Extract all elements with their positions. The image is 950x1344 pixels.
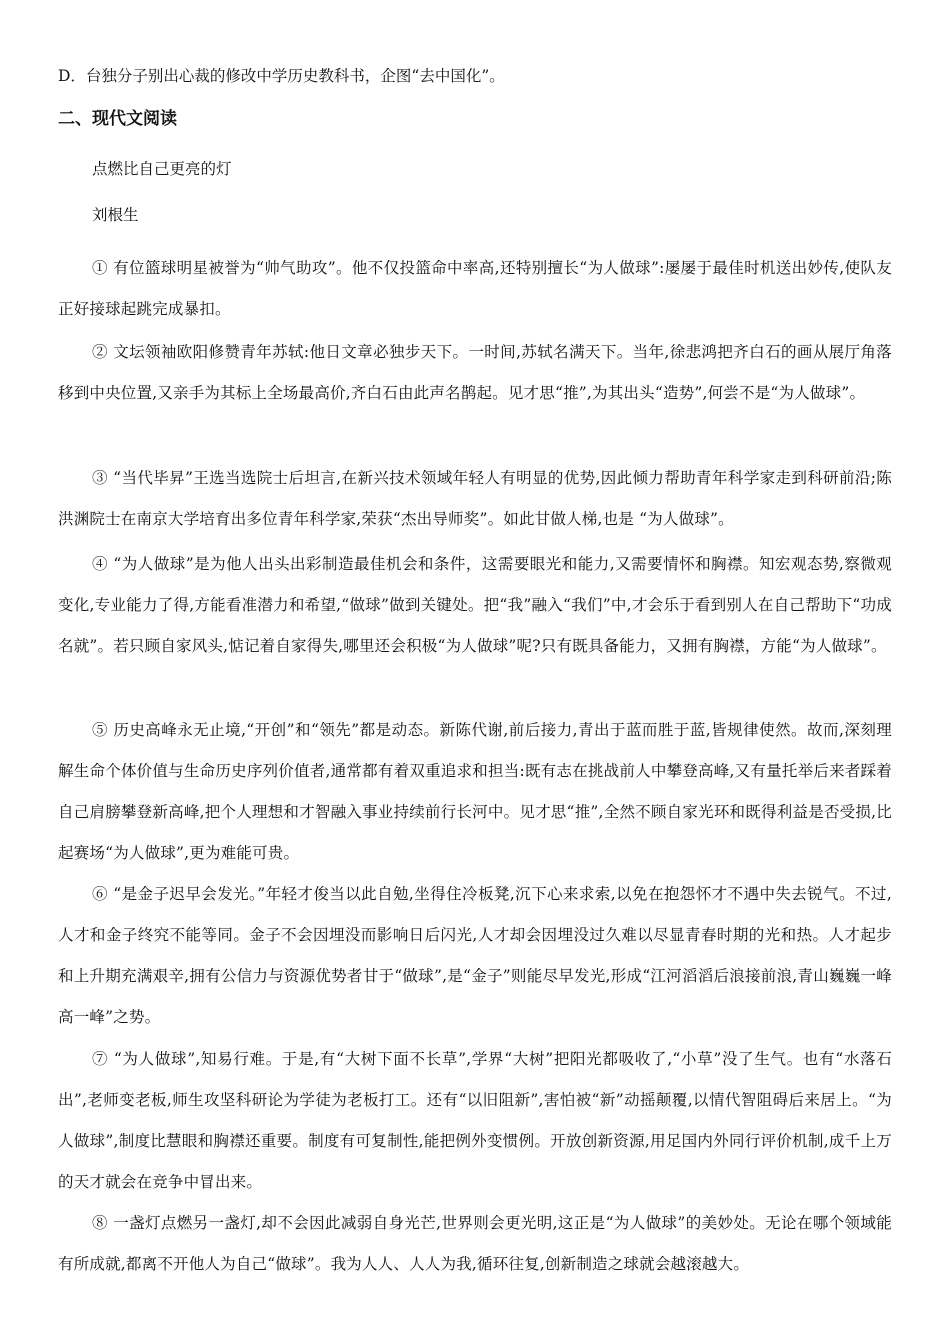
option-d-text: D．台独分子别出心裁的修改中学历史教科书，企图“去中国化”。 [58,67,505,85]
article-paragraph-7: ⑦ “为人做球”,知易行难。于是,有“大树下面不长草”,学界“大树”把阳光都吸收了,“小草”没了生气。也有“水落石出”,老师变老板,师生攻坚科研论为学徒为老板打工。还有“以旧阻新”,害怕被“新”动摇颠覆,以情代智阻碍后来居上。“为人做球”,制度比慧眼和胸襟还重要。制度有可复制性,能把例外变惯例。开放创新资源,用足国内外同行评价机制,成千上万的天才就会在竞争中冒出来。 [58,1050,892,1191]
article-paragraph-5: ⑤ 历史高峰永无止境,“开创”和“领先”都是动态。新陈代谢,前后接力,青出于蓝而胜于蓝,皆规律使然。故而,深刻理解生命个体价值与生命历史序列价值者,通常都有着双重追求和担当:既有志在挑战前人中攀登高峰,又有量托举后来者踩着自己肩膀攀登新高峰,把个人理想和才智融入事业持续前行长河中。见才思“推”,全然不顾自家光环和既得利益是否受损,比起赛场“为人做球”,更为难能可贵。 [58,721,892,862]
section-heading: 二、现代文阅读 [58,109,177,129]
article-paragraph-4: ④ “为人做球”是为他人出头出彩制造最佳机会和条件，这需要眼光和能力,又需要情怀和胸襟。知宏观态势,察微观变化,专业能力了得,方能看准潜力和希望,“做球”做到关键处。把“我”融入“我们”中,才会乐于看到别人在自己帮助下“功成名就”。若只顾自家风头,惦记着自家得失,哪里还会积极“为人做球”呢?只有既具备能力，又拥有胸襟，方能“为人做球”。 [58,555,892,655]
article-title: 点燃比自己更亮的灯 [92,160,232,178]
article-paragraph-1: ① 有位篮球明星被誉为“帅气助攻”。他不仅投篮命中率高,还特别擅长“为人做球”:屡屡于最佳时机送出妙传,使队友正好接球起跳完成暴扣。 [58,259,892,318]
article-paragraph-3: ③ “当代毕昇”王选当选院士后坦言,在新兴技术领域年轻人有明显的优势,因此倾力帮助青年科学家走到科研前沿;陈洪渊院士在南京大学培育出多位青年科学家,荣获“杰出导师奖”。如此甘做人梯,也是 “为人做球”。 [58,469,892,528]
article-paragraph-8: ⑧ 一盏灯点燃另一盏灯,却不会因此减弱自身光芒,世界则会更光明,这正是“为人做球”的美妙处。无论在哪个领域能有所成就,都离不开他人为自己“做球”。我为人人、人人为我,循环往复,创新制造之球就会越滚越大。 [58,1214,892,1273]
article-paragraph-2: ② 文坛领袖欧阳修赞青年苏轼:他日文章必独步天下。一时间,苏轼名满天下。当年,徐悲鸿把齐白石的画从展厅角落移到中央位置,又亲手为其标上全场最高价,齐白石由此声名鹊起。见才思“推”,为其出头“造势”,何尝不是“为人做球”。 [58,343,892,402]
article-paragraph-6: ⑥ “是金子迟早会发光。”年轻才俊当以此自勉,坐得住冷板凳,沉下心来求索,以免在抱怨怀才不遇中失去锐气。不过,人才和金子终究不能等同。金子不会因埋没而影响日后闪光,人才却会因埋没过久难以尽显青春时期的光和热。人才起步和上升期充满艰辛,拥有公信力与资源优势者甘于“做球”,是“金子”则能尽早发光,形成“江河滔滔后浪接前浪,青山巍巍一峰高一峰”之势。 [58,885,892,1026]
article-author: 刘根生 [92,206,139,224]
